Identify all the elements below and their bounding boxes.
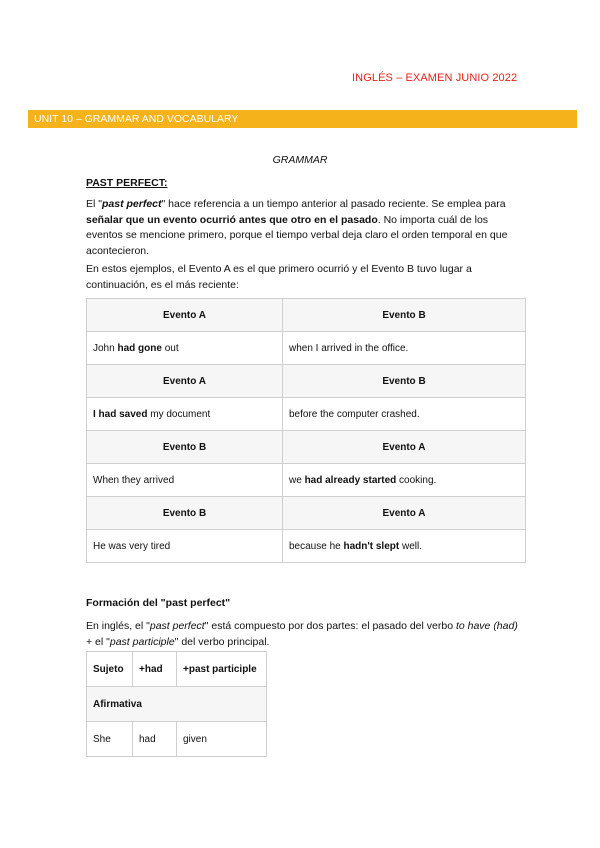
table-row xyxy=(87,398,526,431)
event-header: Evento A xyxy=(283,497,526,530)
header-past-participle: +past participle xyxy=(177,652,267,687)
event-cell: John had gone out xyxy=(87,332,283,365)
header-had: +had xyxy=(133,652,177,687)
table-row xyxy=(87,722,267,757)
subject-cell: She xyxy=(87,722,133,757)
event-header: Evento B xyxy=(283,365,526,398)
table-row xyxy=(87,497,526,530)
event-cell: before the computer crashed. xyxy=(283,398,526,431)
table-row xyxy=(87,687,267,722)
event-header: Evento A xyxy=(283,431,526,464)
section-title: PAST PERFECT: xyxy=(86,177,168,189)
formation-title: Formación del "past perfect" xyxy=(86,597,231,609)
afirmativa-label: Afirmativa xyxy=(87,687,267,722)
event-cell: because he hadn't slept well. xyxy=(283,530,526,563)
table-row xyxy=(87,464,526,497)
event-header: Evento A xyxy=(87,365,283,398)
event-header: Evento B xyxy=(283,299,526,332)
participle-cell: given xyxy=(177,722,267,757)
had-cell: had xyxy=(133,722,177,757)
event-cell: He was very tired xyxy=(87,530,283,563)
unit-banner: UNIT 10 – GRAMMAR AND VOCABULARY xyxy=(28,110,577,128)
formation-paragraph: En inglés, el "past perfect" está compuesto por dos partes: el pasado del verbo to have (had) + el "past participle" del verbo principal. xyxy=(86,620,518,648)
table-row xyxy=(87,299,526,332)
header-subject: Sujeto xyxy=(87,652,133,687)
event-header: Evento B xyxy=(87,497,283,530)
event-cell: we had already started cooking. xyxy=(283,464,526,497)
exam-title: INGLÉS – EXAMEN JUNIO 2022 xyxy=(352,72,518,84)
intro-paragraph: El "past perfect" hace referencia a un tiempo anterior al pasado reciente. Se emplea para señalar que un evento ocurrió antes que otro en el pasado. No importa cuál de los eventos se mencione primero, porque el tiempo verbal deja claro el orden temporal en que acontecieron. xyxy=(86,198,508,257)
table-row xyxy=(87,530,526,563)
formation-table xyxy=(86,651,267,757)
event-cell: I had saved my document xyxy=(87,398,283,431)
events-table xyxy=(86,298,526,563)
event-cell: When they arrived xyxy=(87,464,283,497)
table-row xyxy=(87,652,267,687)
grammar-heading: GRAMMAR xyxy=(272,154,328,166)
table-row xyxy=(87,332,526,365)
event-cell: when I arrived in the office. xyxy=(283,332,526,365)
event-header: Evento A xyxy=(87,299,283,332)
table-row xyxy=(87,431,526,464)
event-header: Evento B xyxy=(87,431,283,464)
examples-intro: En estos ejemplos, el Evento A es el que primero ocurrió y el Evento B tuvo lugar a continuación, es el más reciente: xyxy=(86,263,472,291)
table-row xyxy=(87,365,526,398)
